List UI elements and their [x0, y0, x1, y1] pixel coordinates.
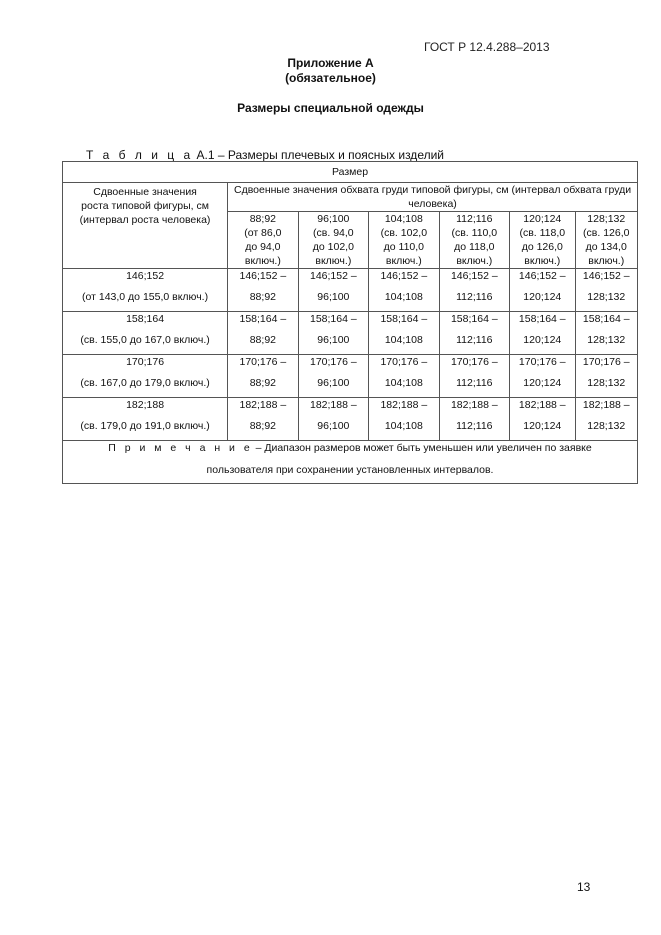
size-cell-chest: 112;116 — [456, 334, 493, 346]
size-cell-height: 170;176 – — [518, 356, 566, 368]
size-cell — [298, 355, 368, 398]
size-cell-height: 158;164 – — [518, 313, 566, 325]
size-cell-chest: 88;92 — [249, 334, 276, 346]
table-caption — [86, 148, 444, 162]
size-cell-chest: 112;116 — [456, 420, 493, 432]
size-cell — [369, 398, 439, 441]
size-cell-chest: 120;124 — [523, 291, 562, 303]
height-header-line1: Сдвоенные значения — [93, 186, 197, 198]
size-cell-height: 170;176 – — [450, 356, 498, 368]
size-cell-height: 158;164 – — [239, 313, 287, 325]
size-cell — [369, 269, 439, 312]
chest-column-header — [439, 212, 509, 269]
chest-column-l2: до 94,0 — [245, 241, 281, 253]
height-value: 182;188 — [126, 399, 165, 411]
size-cell — [575, 355, 638, 398]
section-title: Размеры специальной одежды — [237, 101, 424, 115]
chest-column-header — [510, 212, 575, 269]
chest-column-l1: (св. 126,0 — [583, 227, 630, 239]
chest-column-l2: до 102,0 — [312, 241, 354, 253]
size-cell-height: 170;176 – — [239, 356, 287, 368]
size-cell — [575, 398, 638, 441]
size-cell-chest: 96;100 — [317, 291, 350, 303]
chest-column-l3: включ.) — [588, 255, 625, 267]
size-cell — [575, 269, 638, 312]
size-cell — [439, 269, 509, 312]
size-cell-chest: 120;124 — [523, 377, 562, 389]
size-cell — [439, 355, 509, 398]
height-header — [63, 183, 228, 269]
chest-column-l2: до 134,0 — [585, 241, 627, 253]
size-cell — [228, 355, 298, 398]
height-cell — [63, 312, 228, 355]
chest-column-l1: (св. 110,0 — [451, 227, 498, 239]
size-cell — [369, 312, 439, 355]
chest-column-l3: включ.) — [244, 255, 281, 267]
chest-column-l1: (от 86,0 — [244, 227, 282, 239]
size-cell-chest: 104;108 — [384, 334, 423, 346]
size-cell-chest: 120;124 — [523, 420, 562, 432]
size-cell — [439, 312, 509, 355]
size-cell-chest: 88;92 — [249, 420, 276, 432]
chest-column-l3: включ.) — [456, 255, 493, 267]
size-cell-height: 170;176 – — [309, 356, 357, 368]
note-label: П р и м е ч а н и е — [108, 442, 253, 454]
size-cell-chest: 128;132 — [587, 291, 626, 303]
chest-column-value: 104;108 — [384, 213, 423, 225]
table-caption-text: А.1 – Размеры плечевых и поясных изделий — [196, 148, 444, 162]
size-cell-height: 146;152 – — [239, 270, 287, 282]
page-number: 13 — [577, 880, 591, 894]
size-cell-chest: 96;100 — [317, 420, 350, 432]
height-header-line3: (интервал роста человека) — [79, 214, 211, 226]
table-row — [63, 312, 638, 355]
size-cell — [298, 312, 368, 355]
note-text1: – Диапазон размеров может быть уменьшен или увеличен по заявке — [255, 442, 592, 454]
height-value: 158;164 — [126, 313, 165, 325]
standard-number: ГОСТ Р 12.4.288–2013 — [424, 40, 550, 54]
size-cell — [228, 269, 298, 312]
height-header-line2: роста типовой фигуры, см — [81, 200, 209, 212]
size-cell-height: 146;152 – — [309, 270, 357, 282]
chest-column-l2: до 110,0 — [383, 241, 425, 253]
size-cell-chest: 128;132 — [587, 377, 626, 389]
size-cell-height: 170;176 – — [582, 356, 630, 368]
size-cell-chest: 88;92 — [249, 291, 276, 303]
size-cell-chest: 120;124 — [523, 334, 562, 346]
size-cell-height: 146;152 – — [582, 270, 630, 282]
height-cell — [63, 355, 228, 398]
size-header: Размер — [63, 162, 638, 183]
size-cell-chest: 128;132 — [587, 334, 626, 346]
chest-column-l1: (св. 118,0 — [519, 227, 566, 239]
size-cell-chest: 96;100 — [317, 377, 350, 389]
size-cell-height: 146;152 – — [450, 270, 498, 282]
size-cell — [298, 269, 368, 312]
chest-column-header — [228, 212, 298, 269]
height-interval: (от 143,0 до 155,0 включ.) — [82, 291, 209, 303]
size-cell-height: 146;152 – — [518, 270, 566, 282]
chest-column-l3: включ.) — [385, 255, 422, 267]
height-cell — [63, 398, 228, 441]
size-cell — [510, 355, 575, 398]
chest-column-header — [369, 212, 439, 269]
size-cell-height: 182;188 – — [518, 399, 566, 411]
note-line1 — [64, 441, 636, 455]
table-row — [63, 269, 638, 312]
chest-header: Сдвоенные значения обхвата груди типовой фигуры, см (интервал обхвата груди человека) — [228, 183, 638, 212]
chest-column-value: 88;92 — [249, 213, 276, 225]
size-cell-height: 182;188 – — [239, 399, 287, 411]
height-cell — [63, 269, 228, 312]
chest-column-value: 128;132 — [587, 213, 626, 225]
size-cell-height: 182;188 – — [309, 399, 357, 411]
height-interval: (св. 155,0 до 167,0 включ.) — [80, 334, 210, 346]
size-cell — [228, 312, 298, 355]
chest-column-value: 112;116 — [456, 213, 493, 225]
size-cell-chest: 104;108 — [384, 291, 423, 303]
size-cell-height: 146;152 – — [380, 270, 428, 282]
appendix-title: Приложение А — [287, 56, 374, 70]
size-cell — [439, 398, 509, 441]
size-cell-chest: 128;132 — [587, 420, 626, 432]
size-cell-height: 158;164 – — [582, 313, 630, 325]
size-cell-height: 170;176 – — [380, 356, 428, 368]
chest-column-l3: включ.) — [315, 255, 352, 267]
size-cell-chest: 104;108 — [384, 420, 423, 432]
chest-column-header — [298, 212, 368, 269]
size-cell-chest: 96;100 — [317, 334, 350, 346]
size-cell-chest: 88;92 — [249, 377, 276, 389]
size-cell-height: 158;164 – — [380, 313, 428, 325]
size-cell-height: 182;188 – — [582, 399, 630, 411]
height-interval: (св. 179,0 до 191,0 включ.) — [80, 420, 210, 432]
height-value: 170;176 — [126, 356, 165, 368]
sizes-table — [62, 161, 638, 484]
size-cell — [575, 312, 638, 355]
table-row — [63, 355, 638, 398]
size-cell-chest: 112;116 — [456, 291, 493, 303]
table-note — [63, 441, 638, 484]
size-cell-height: 158;164 – — [309, 313, 357, 325]
chest-column-l2: до 118,0 — [454, 241, 495, 253]
size-cell — [510, 269, 575, 312]
table-caption-label: Т а б л и ц а — [86, 148, 194, 162]
chest-column-l1: (св. 94,0 — [313, 227, 354, 239]
appendix-status: (обязательное) — [285, 71, 376, 85]
height-value: 146;152 — [126, 270, 165, 282]
chest-column-l2: до 126,0 — [521, 241, 563, 253]
chest-column-header — [575, 212, 638, 269]
height-interval: (св. 167,0 до 179,0 включ.) — [80, 377, 210, 389]
table-row — [63, 398, 638, 441]
size-cell-height: 182;188 – — [380, 399, 428, 411]
chest-column-value: 120;124 — [523, 213, 562, 225]
size-cell — [228, 398, 298, 441]
size-cell — [298, 398, 368, 441]
size-cell — [510, 398, 575, 441]
size-cell-height: 182;188 – — [450, 399, 498, 411]
chest-column-l1: (св. 102,0 — [380, 227, 428, 239]
size-cell-height: 158;164 – — [450, 313, 498, 325]
size-cell — [369, 355, 439, 398]
chest-column-l3: включ.) — [524, 255, 561, 267]
chest-column-value: 96;100 — [317, 213, 350, 225]
size-cell-chest: 112;116 — [456, 377, 493, 389]
size-cell — [510, 312, 575, 355]
note-line2: пользователя при сохранении установленных интервалов. — [206, 464, 494, 476]
size-cell-chest: 104;108 — [384, 377, 423, 389]
